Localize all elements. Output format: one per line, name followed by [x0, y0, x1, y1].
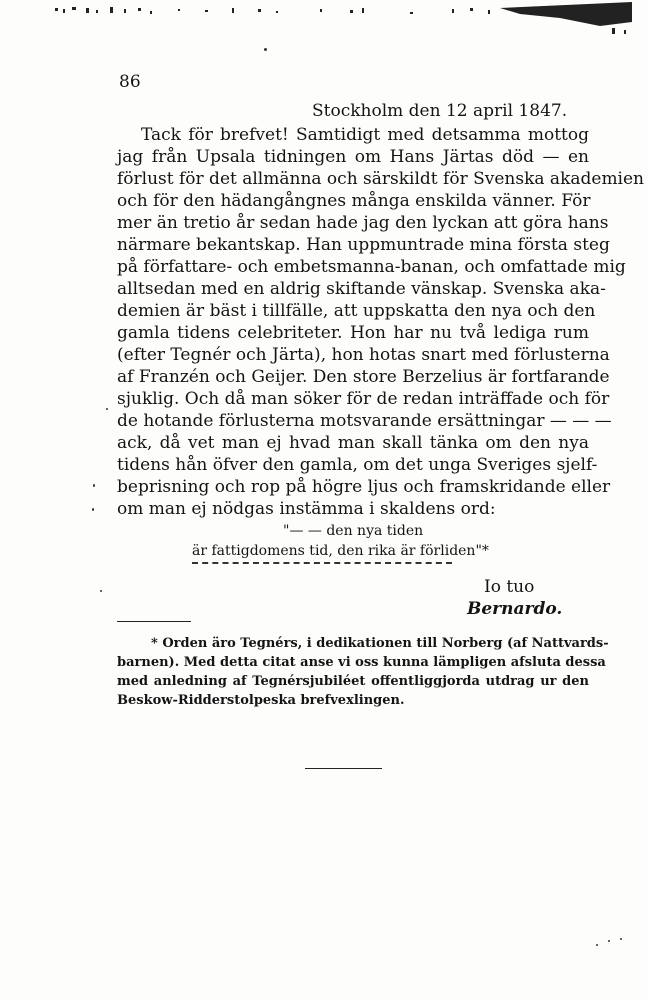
scan-noise [0, 0, 648, 42]
letter-line: (efter Tegnér och Järta), hon hotas snart med förlusterna [117, 345, 610, 365]
scan-speck [93, 484, 95, 487]
signature: Bernardo. [467, 599, 563, 619]
letter-line: alltsedan med en aldrig skiftande vänskap. Svenska aka- [117, 279, 606, 299]
letter-line: på författare- och embetsmanna-banan, och omfattade mig [117, 257, 626, 277]
footnote-line: * Orden äro Tegnérs, i dedikationen till Norberg (af Nattvards- [151, 636, 609, 651]
letter-line: sjuklig. Och då man söker för de redan inträffade och för [117, 389, 610, 409]
quote-line: är fattigdomens tid, den rika är förliden"* [192, 543, 489, 559]
footnote-line: barnen). Med detta citat anse vi oss kunna lämpligen afsluta dessa [117, 655, 606, 670]
scan-speck [100, 590, 102, 592]
letter-line: och för den hädangångnes många enskilda vänner. För [117, 191, 591, 211]
letter-line: de hotande förlusterna motsvarande ersättningar — — — [117, 411, 612, 431]
letter-body [117, 124, 645, 520]
letter-line: gamla tidens celebriteter. Hon har nu två lediga rum [117, 323, 589, 343]
letter-line: tidens hån öfver den gamla, om det unga Sveriges sjelf- [117, 455, 598, 475]
letter-line: beprisning och rop på högre ljus och framskridande eller [117, 477, 611, 497]
letter-line: förlust för det allmänna och särskildt för Svenska akademien [117, 169, 645, 189]
letter-line: Tack för brefvet! Samtidigt med detsamma mottog [141, 125, 589, 145]
letter-line: närmare bekantskap. Han uppmuntrade mina första steg [117, 235, 610, 255]
scan-speck [106, 408, 108, 410]
scan-speck [596, 944, 598, 946]
letter-line: demien är bäst i tillfälle, att uppskatta den nya och den [117, 301, 596, 321]
footnote-rule [117, 621, 191, 622]
footnote-line: med anledning af Tegnérsjubiléet offentliggjorda utdrag ur den [117, 674, 589, 689]
dashed-separator [192, 562, 452, 564]
scan-speck [264, 48, 267, 51]
scan-speck [620, 938, 622, 940]
letter-line: jag från Upsala tidningen om Hans Järtas död — en [117, 147, 589, 167]
scan-speck [92, 508, 94, 511]
footnote [117, 634, 609, 710]
end-rule [305, 768, 382, 769]
footnote-line: Beskow-Ridderstolpeska brefvexlingen. [117, 693, 405, 708]
closing-salutation: Io tuo [484, 577, 535, 597]
letter-line: om man ej nödgas instämma i skaldens ord: [117, 499, 496, 519]
dateline: Stockholm den 12 april 1847. [312, 101, 568, 121]
letter-line: mer än tretio år sedan hade jag den lyckan att göra hans [117, 213, 609, 233]
letter-line: af Franzén och Geijer. Den store Berzelius är fortfarande [117, 367, 610, 387]
quote-line: "— — den nya tiden [283, 523, 424, 539]
letter-line: ack, då vet man ej hvad man skall tänka om den nya [117, 433, 589, 453]
scan-speck [608, 940, 610, 942]
page-number: 86 [119, 72, 141, 92]
